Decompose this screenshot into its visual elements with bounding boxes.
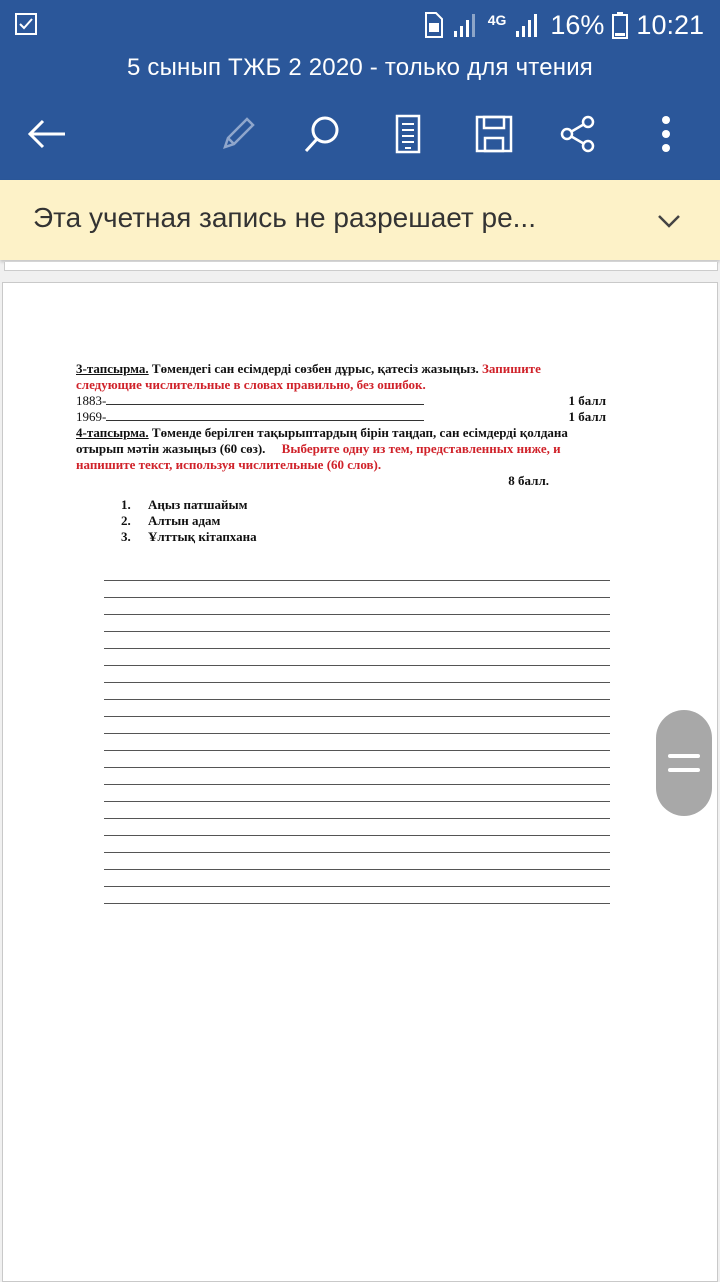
writing-line — [104, 598, 610, 615]
writing-line — [104, 683, 610, 700]
writing-lines — [104, 564, 610, 905]
writing-line — [104, 888, 610, 905]
answer-blank — [106, 393, 424, 405]
grip-line — [668, 768, 700, 772]
share-icon — [558, 114, 598, 154]
writing-line — [104, 820, 610, 837]
signal-strength-2-icon — [514, 12, 542, 38]
task3-label: 3-тапсырма. — [76, 361, 149, 376]
task3-text-ru: Запишите следующие числительные в словах правильно, без ошибок. — [76, 361, 541, 392]
writing-line — [104, 752, 610, 769]
answer-row — [76, 393, 606, 409]
writing-line — [104, 700, 610, 717]
signal-strength-icon — [452, 12, 480, 38]
writing-line — [104, 803, 610, 820]
writing-line — [104, 871, 610, 888]
document-page[interactable] — [2, 282, 718, 1282]
topic-list — [76, 497, 606, 545]
banner-message: Эта учетная запись не разрешает ре... — [33, 202, 536, 233]
writing-line — [104, 717, 610, 734]
grip-line — [668, 754, 700, 758]
writing-line — [104, 769, 610, 786]
writing-line — [104, 734, 610, 751]
document-title: 5 сынып ТЖБ 2 2020 - только для чтения — [126, 54, 593, 81]
writing-line — [104, 649, 610, 666]
notification-checkbox-icon — [14, 12, 38, 36]
number-label: 1883- — [76, 393, 107, 408]
mobile-view-button[interactable] — [378, 104, 438, 164]
more-vert-icon — [660, 114, 672, 154]
battery-icon — [612, 11, 628, 39]
save-icon — [475, 115, 513, 153]
writing-line — [104, 854, 610, 871]
document-content — [76, 361, 606, 545]
mobile-view-icon — [394, 114, 422, 154]
points-label: 1 балл — [568, 409, 606, 424]
task3-paragraph — [76, 361, 606, 393]
writing-line — [104, 632, 610, 649]
list-item: 1. Аңыз патшайым — [121, 497, 248, 512]
writing-line — [104, 615, 610, 632]
task4-text-kz: Төменде берілген тақырыптардың бірін таңдап, сан есімдерді қолдана отырып мәтін жазыңыз (60 сөз). — [76, 425, 568, 456]
writing-line — [104, 564, 610, 581]
writing-line — [104, 786, 610, 803]
share-button[interactable] — [548, 104, 608, 164]
task3-text-kz: Төмендегі сан есімдерді сөзбен дұрыс, қатесіз жазыңыз. — [148, 361, 483, 376]
network-type-label: 4G — [487, 12, 507, 28]
app-bar — [0, 0, 720, 180]
back-arrow-icon — [27, 118, 67, 150]
scroll-handle[interactable] — [656, 710, 712, 816]
writing-line — [104, 581, 610, 598]
toolbar — [0, 104, 720, 164]
task4-points: 8 балл. — [508, 473, 549, 488]
chevron-down-icon[interactable] — [654, 206, 684, 236]
writing-line — [104, 666, 610, 683]
edit-pencil-icon — [217, 114, 257, 154]
search-button[interactable] — [292, 104, 352, 164]
clock: 10:21 — [636, 9, 704, 40]
back-button[interactable] — [17, 104, 77, 164]
list-item: 2. Алтын адам — [121, 513, 221, 528]
previous-page-edge — [4, 262, 718, 271]
number-label: 1969- — [76, 409, 107, 424]
task4-paragraph — [76, 425, 606, 473]
answer-blank — [106, 409, 424, 421]
task4-label: 4-тапсырма. — [76, 425, 149, 440]
points-label: 1 балл — [568, 393, 606, 408]
battery-percent: 16% — [550, 9, 605, 40]
status-bar — [0, 0, 720, 50]
list-item: 3. Ұлттық кітапхана — [121, 529, 257, 544]
more-options-button[interactable] — [636, 104, 696, 164]
answer-row — [76, 409, 606, 425]
sim-card-icon — [422, 12, 444, 38]
writing-line — [104, 837, 610, 854]
save-button[interactable] — [464, 104, 524, 164]
search-icon — [302, 114, 342, 154]
edit-button[interactable] — [207, 104, 267, 164]
permission-banner[interactable] — [0, 180, 720, 260]
task4-text-ru: Выберите одну из тем, представленных ниже, и напишите текст, используя числительные (60 слов). — [76, 441, 561, 472]
